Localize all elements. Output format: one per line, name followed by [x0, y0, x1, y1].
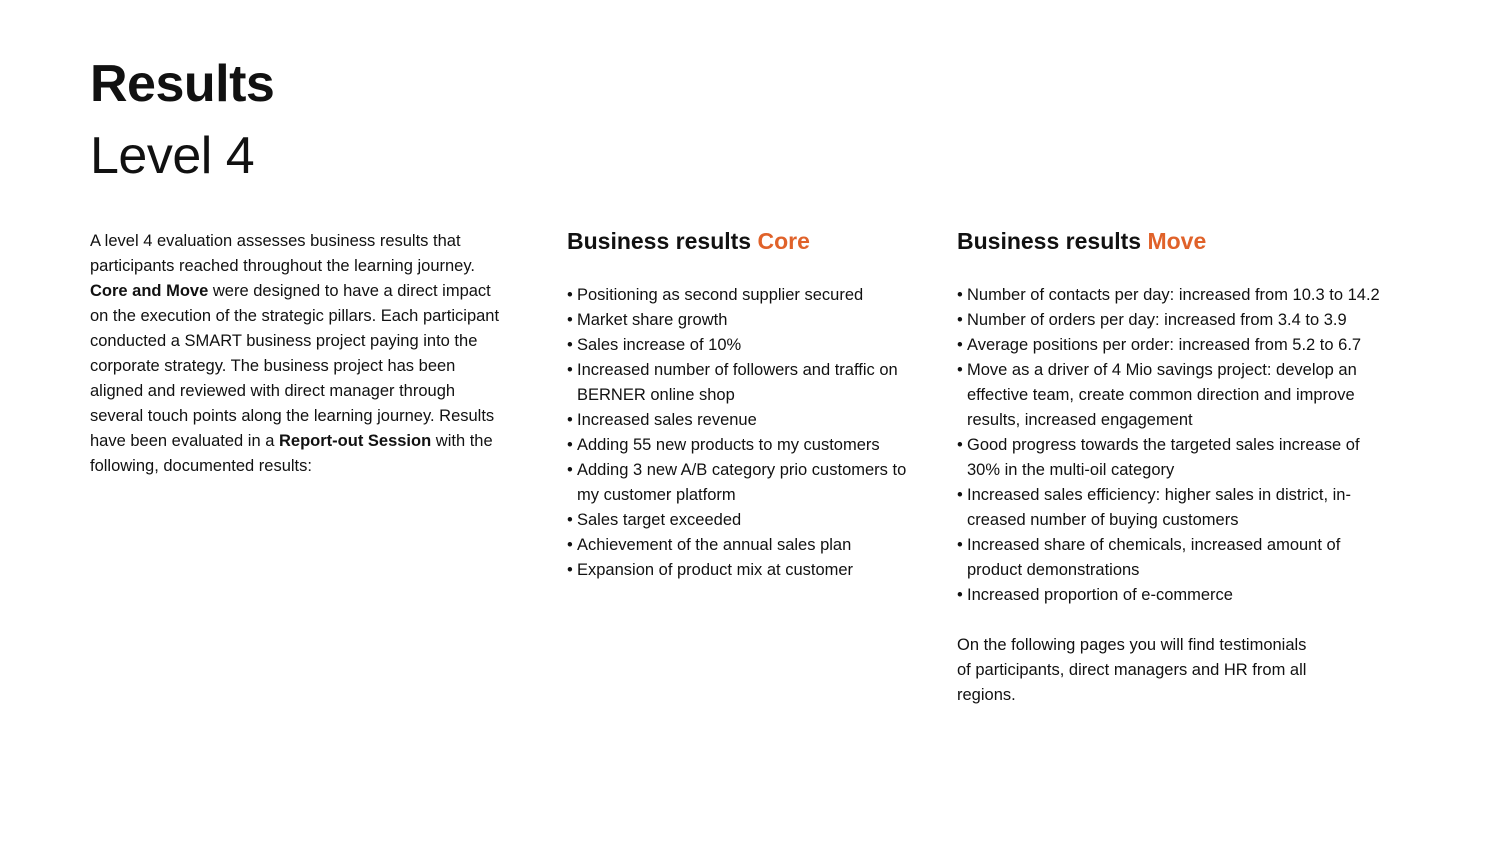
core-heading	[567, 226, 927, 256]
closing-paragraph: On the following pages you will find testimonials of participants, direct managers and HR from all regions.	[957, 636, 1307, 704]
list-item: • Increased proportion of e-commerce	[957, 583, 1417, 608]
move-results-column	[957, 226, 1417, 708]
core-heading-text: Business results	[567, 228, 758, 254]
list-item: • Increased sales efficiency: higher sales in district, in-creased number of buying customers	[957, 483, 1397, 533]
move-heading-text: Business results	[957, 228, 1148, 254]
intro-bold-core-move: Core and Move	[90, 282, 209, 300]
core-results-list	[567, 283, 927, 583]
intro-text-3: with the following, documented results:	[90, 432, 493, 475]
list-item: • Expansion of product mix at customer	[567, 558, 927, 583]
list-item: • Move as a driver of 4 Mio savings project: develop an effective team, create common direction and improve results, increased engagement	[957, 358, 1367, 433]
list-item: • Increased share of chemicals, increased amount of product demonstrations	[957, 533, 1367, 583]
core-heading-accent: Core	[757, 228, 810, 254]
list-item: • Market share growth	[567, 308, 927, 333]
move-heading	[957, 226, 1417, 256]
list-item: • Adding 3 new A/B category prio customers to my customer platform	[567, 458, 927, 508]
intro-bold-report-out: Report-out Session	[279, 432, 432, 450]
list-item: • Number of orders per day: increased from 3.4 to 3.9	[957, 308, 1417, 333]
intro-column	[90, 229, 510, 479]
move-heading-accent: Move	[1147, 228, 1207, 254]
list-item: • Number of contacts per day: increased from 10.3 to 14.2	[957, 283, 1417, 308]
list-item: • Average positions per order: increased from 5.2 to 6.7	[957, 333, 1417, 358]
list-item: • Sales target exceeded	[567, 508, 927, 533]
list-item: • Achievement of the annual sales plan	[567, 533, 927, 558]
list-item: • Increased number of followers and traffic on BERNER online shop	[567, 358, 927, 408]
intro-text-2: were designed to have a direct impact on the execution of the strategic pillars. Each participant conducted a SMART business project paying into the corporate strategy. The business project has been aligned and reviewed with direct manager through several touch points along the learning journey. Results have been evaluated in a	[90, 282, 500, 450]
move-results-list	[957, 283, 1417, 608]
list-item: • Increased sales revenue	[567, 408, 927, 433]
page-subtitle: Level 4	[90, 127, 255, 185]
page-title: Results	[90, 55, 275, 113]
intro-text-1: A level 4 evaluation assesses business results that participants reached throughout the learning journey.	[90, 232, 475, 275]
list-item: • Adding 55 new products to my customers	[567, 433, 927, 458]
list-item: • Good progress towards the targeted sales increase of 30% in the multi-oil category	[957, 433, 1387, 483]
core-results-column	[567, 226, 927, 583]
intro-paragraph	[90, 229, 510, 479]
list-item: • Sales increase of 10%	[567, 333, 927, 358]
list-item: • Positioning as second supplier secured	[567, 283, 927, 308]
